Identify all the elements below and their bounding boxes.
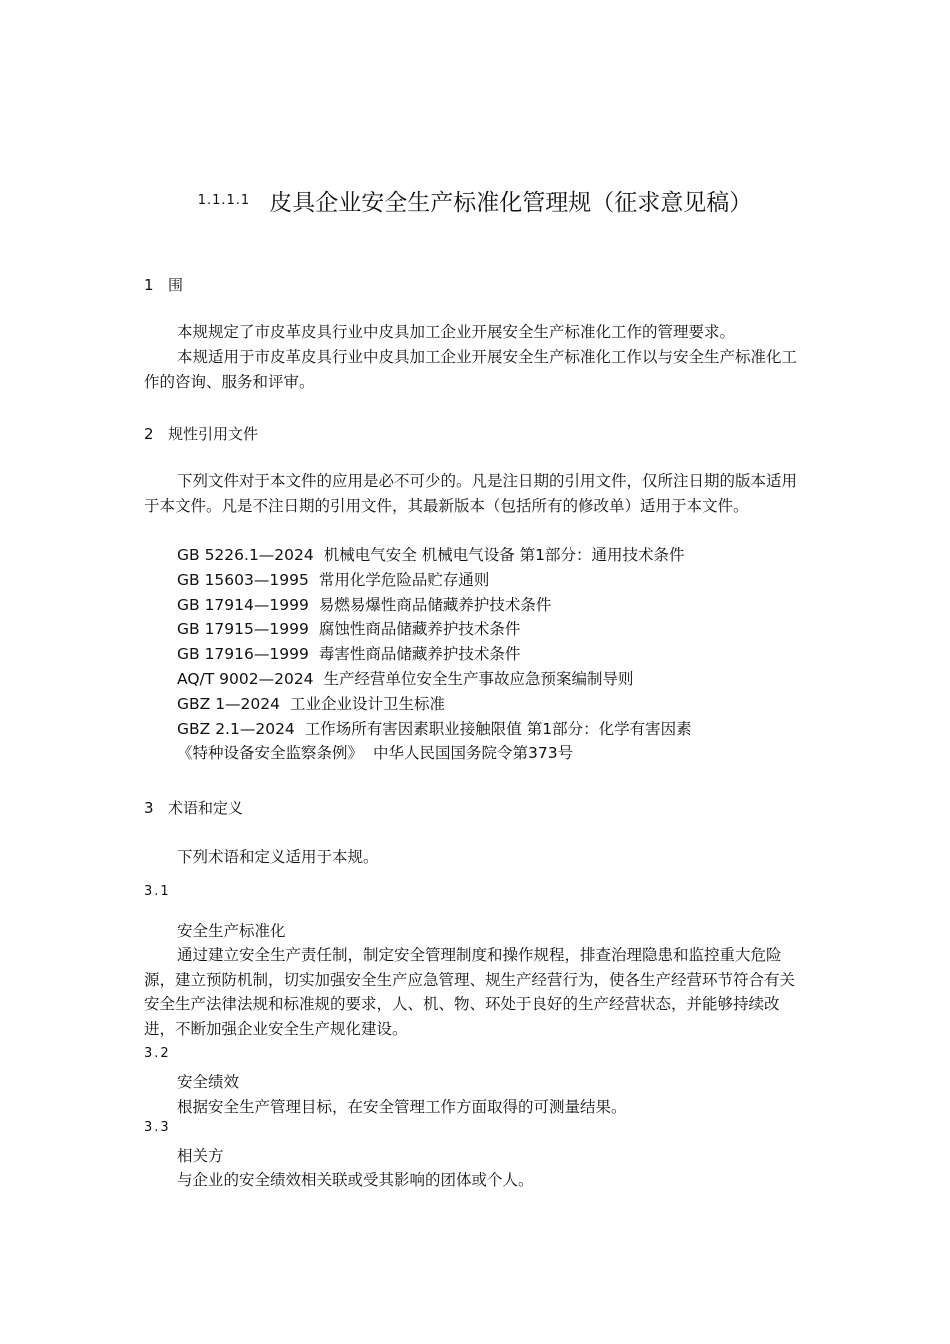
term-definition: 与企业的安全绩效相关联或受其影响的团体或个人。 xyxy=(177,1171,534,1189)
reference-title: 中华人民国国务院令第373号 xyxy=(373,744,574,763)
reference-title: 常用化学危险品贮存通则 xyxy=(318,570,490,589)
term-number: 3.2 xyxy=(144,1046,171,1061)
reference-code: 《特种设备安全监察条例》 xyxy=(177,744,364,763)
scope-paragraph-1: 本规规定了市皮革皮具行业中皮具加工企业开展安全生产标准化工作的管理要求。 xyxy=(177,323,736,341)
section-number: 3 xyxy=(144,799,154,817)
section-number: 2 xyxy=(144,425,154,443)
reference-code: GBZ 2.1—2024 xyxy=(177,719,295,738)
term-number: 3.3 xyxy=(144,1120,171,1135)
reference-title: 生产经营单位安全生产事故应急预案编制导则 xyxy=(323,669,634,688)
section-heading-scope xyxy=(144,274,183,295)
reference-item xyxy=(177,692,692,717)
term-definition: 通过建立安全生产责任制，制定安全管理制度和操作规程，排查治理隐患和监控重大危险源，建立预防机制，切实加强安全生产应急管理、规生产经营行为，使各生产经营环节符合有关安全生产法律法规和标准规的要求，人、机、物、环处于良好的生产经营状态，并能够持续改进，不断加强企业安全生产规化建设。 xyxy=(144,946,796,1038)
reference-item xyxy=(177,717,692,742)
heading-number: 1.1.1.1 xyxy=(197,193,251,208)
term-definition: 根据安全生产管理目标，在安全管理工作方面取得的可测量结果。 xyxy=(177,1098,627,1116)
scope-paragraph-2: 本规适用于市皮革皮具行业中皮具加工企业开展安全生产标准化工作以与安全生产标准化工作的咨询、服务和评审。 xyxy=(144,348,798,391)
reference-title: 工作场所有害因素职业接触限值 第1部分：化学有害因素 xyxy=(304,719,692,738)
terms-intro: 下列术语和定义适用于本规。 xyxy=(177,848,379,866)
reference-item xyxy=(177,568,692,593)
reference-item xyxy=(177,617,692,642)
reference-list xyxy=(177,543,692,766)
reference-code: GB 5226.1—2024 xyxy=(177,546,314,564)
term-name: 安全生产标准化 xyxy=(177,922,286,940)
section-heading-references xyxy=(144,423,258,444)
reference-code: GB 17916—1999 xyxy=(177,645,309,664)
document-title-row xyxy=(0,184,950,217)
reference-title: 毒害性商品储藏养护技术条件 xyxy=(318,645,521,664)
section-title: 术语和定义 xyxy=(168,799,244,817)
reference-item xyxy=(177,667,692,692)
reference-code: GBZ 1—2024 xyxy=(177,694,280,713)
references-intro: 下列文件对于本文件的应用是必不可少的。凡是注日期的引用文件，仅所注日期的版本适用于本文件。凡是不注日期的引用文件，其最新版本（包括所有的修改单）适用于本文件。 xyxy=(144,472,798,515)
reference-code: GB 17914—1999 xyxy=(177,595,309,614)
reference-code: AQ/T 9002—2024 xyxy=(177,669,314,688)
reference-item xyxy=(177,593,692,618)
reference-code: GB 15603—1995 xyxy=(177,570,309,589)
section-heading-terms xyxy=(144,797,243,818)
reference-title: 腐蚀性商品储藏养护技术条件 xyxy=(318,620,521,639)
document-title: 皮具企业安全生产标准化管理规（征求意见稿） xyxy=(269,190,753,216)
term-name: 相关方 xyxy=(177,1147,224,1165)
reference-item xyxy=(177,543,692,568)
section-title: 围 xyxy=(168,276,184,294)
reference-item xyxy=(177,642,692,667)
reference-title: 工业企业设计卫生标准 xyxy=(290,694,446,713)
term-name: 安全绩效 xyxy=(177,1073,240,1091)
reference-title: 机械电气安全 机械电气设备 第1部分：通用技术条件 xyxy=(323,546,685,564)
term-number: 3.1 xyxy=(144,884,171,899)
reference-item xyxy=(177,741,692,766)
section-title: 规性引用文件 xyxy=(168,425,259,443)
reference-title: 易燃易爆性商品储藏养护技术条件 xyxy=(318,595,552,614)
section-number: 1 xyxy=(144,276,154,294)
reference-code: GB 17915—1999 xyxy=(177,620,309,639)
